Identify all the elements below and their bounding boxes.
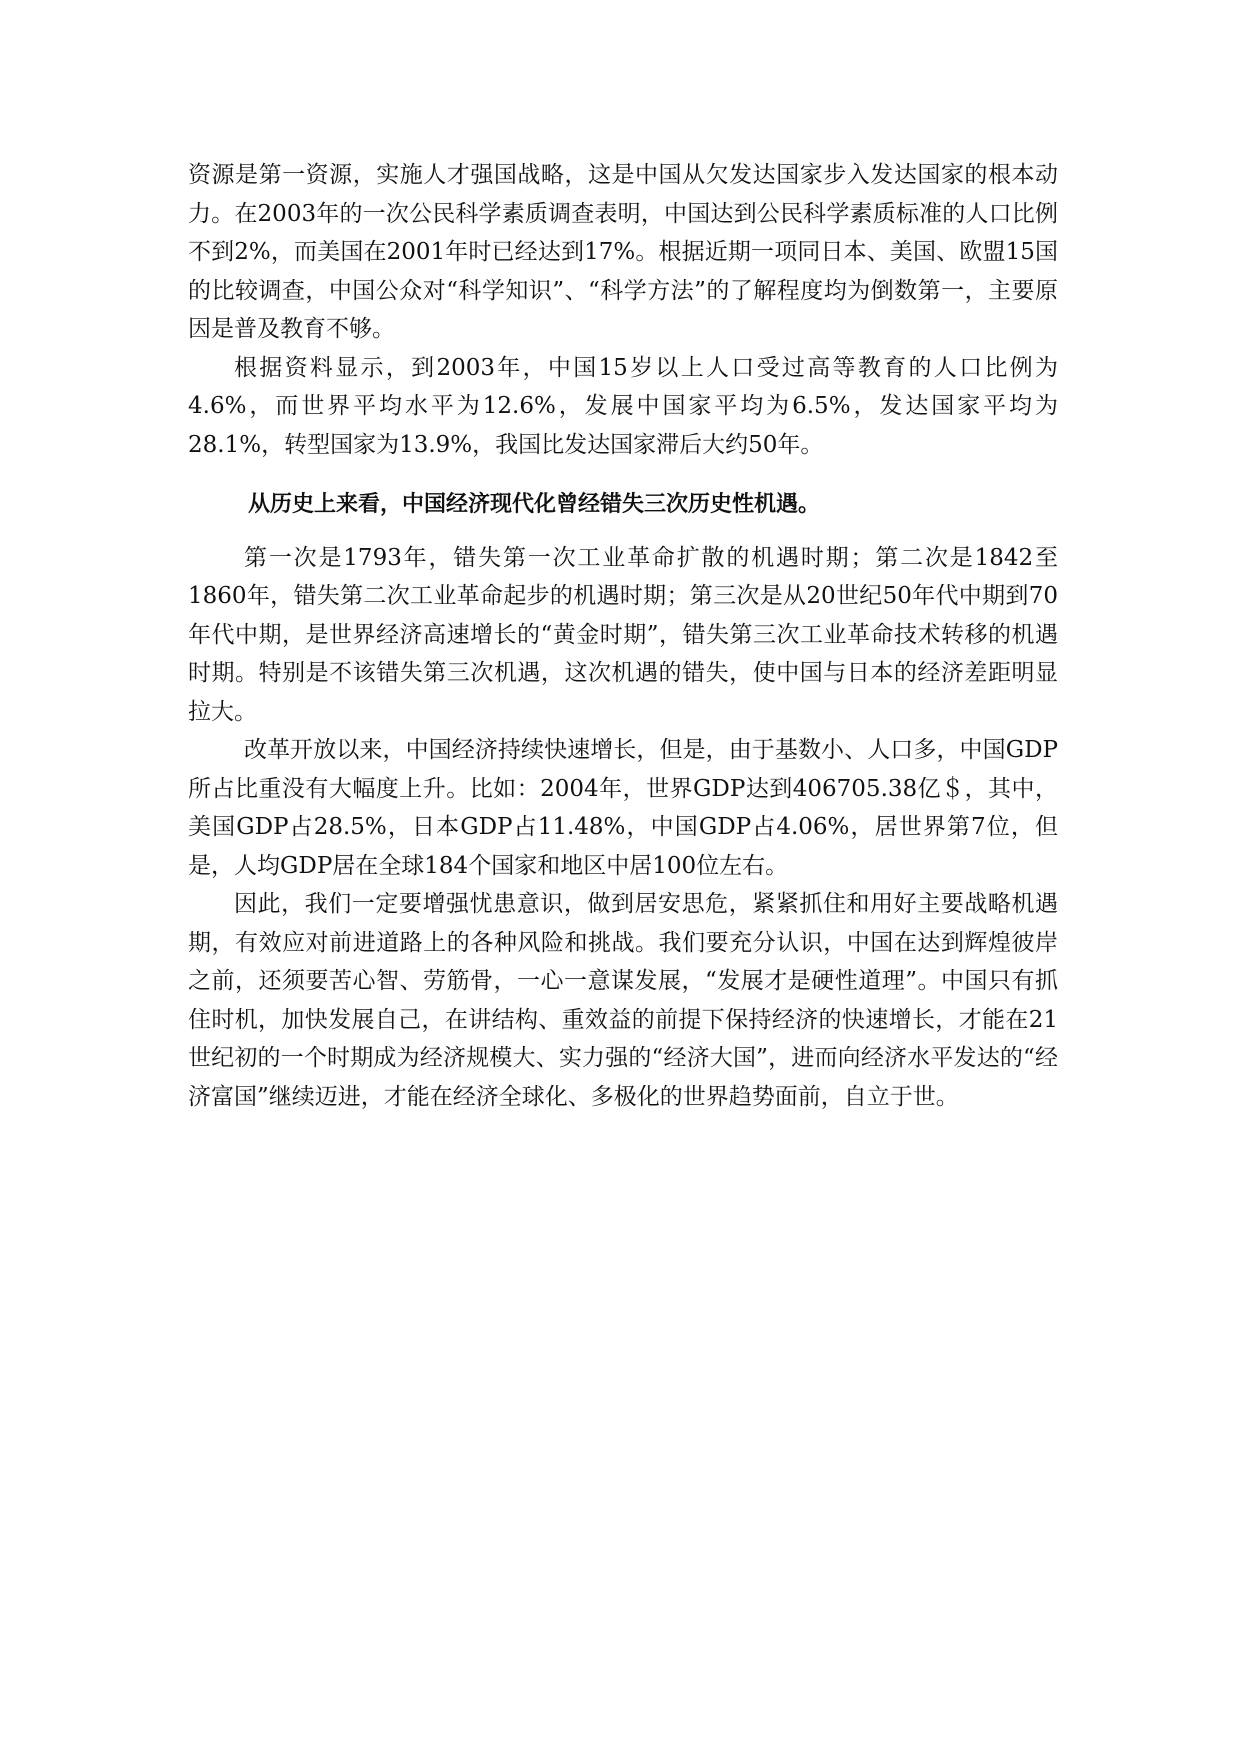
paragraph-conclusion: 因此，我们一定要增强忧患意识，做到居安思危，紧紧抓住和用好主要战略机遇期，有效应对前进道路上的各种风险和挑战。我们要充分认识，中国在达到辉煌彼岸之前，还须要苦心智、劳筋骨，一心一意谋发展，“发展才是硬性道理”。中国只有抓住时机，加快发展自己，在讲结构、重效益的前提下保持经济的快速增长，才能在21世纪初的一个时期成为经济规模大、实力强的“经济大国”，进而向经济水平发达的“经济富国”继续迈进，才能在经济全球化、多极化的世界趋势面前，自立于世。 — [188, 891, 1058, 1110]
paragraph-education-stats: 根据资料显示，到2003年，中国15岁以上人口受过高等教育的人口比例为4.6%，而世界平均水平为12.6%，发展中国家平均为6.5%，发达国家平均为28.1%，转型国家为13.9%，我国比发达国家滞后大约50年。 — [188, 354, 1058, 458]
document-body — [188, 156, 1058, 1116]
paragraph-continuation: 资源是第一资源，实施人才强国战略，这是中国从欠发达国家步入发达国家的根本动力。在2003年的一次公民科学素质调查表明，中国达到公民科学素质标准的人口比例不到2%，而美国在2001年时已经达到17%。根据近期一项同日本、美国、欧盟15国的比较调查，中国公众对“科学知识”、“科学方法”的了解程度均为倒数第一，主要原因是普及教育不够。 — [188, 162, 1058, 342]
section-heading: 从历史上来看，中国经济现代化曾经错失三次历史性机遇。 — [248, 492, 821, 517]
paragraph-gdp-share: 改革开放以来，中国经济持续快速增长，但是，由于基数小、人口多，中国GDP所占比重没有大幅度上升。比如：2004年，世界GDP达到406705.38亿＄，其中，美国GDP占28.5%，日本GDP占11.48%，中国GDP占4.06%，居世界第7位，但是，人均GDP居在全球184个国家和地区中居100位左右。 — [188, 737, 1058, 879]
paragraph-missed-opportunities: 第一次是1793年，错失第一次工业革命扩散的机遇时期；第二次是1842至1860年，错失第二次工业革命起步的机遇时期；第三次是从20世纪50年代中期到70年代中期，是世界经济高速增长的“黄金时期”，错失第三次工业革命技术转移的机遇时期。特别是不该错失第三次机遇，这次机遇的错失，使中国与日本的经济差距明显拉大。 — [188, 544, 1058, 725]
